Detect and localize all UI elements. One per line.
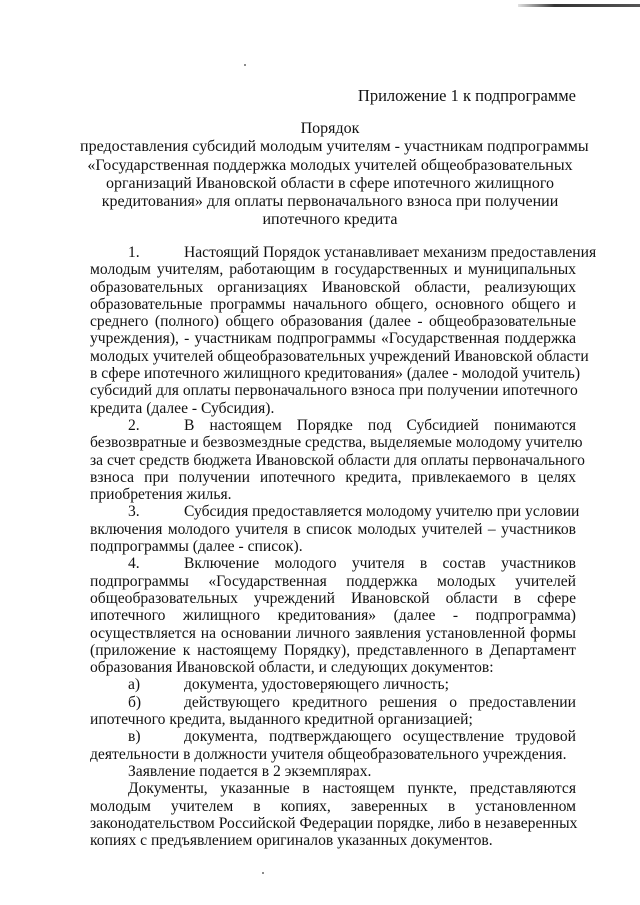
list-item-line: ипотечного кредита, выданного кредитной организацией; xyxy=(90,711,473,729)
list-item-line: деятельности в должности учителя общеобразовательного учреждения. xyxy=(90,745,567,763)
paragraph-line: ипотечного жилищного кредитования» (далее - подпрограмма) xyxy=(90,607,576,625)
paragraph-text: В настоящем Порядке под Субсидией понимаются xyxy=(184,416,576,434)
list-item-first-line xyxy=(90,728,576,745)
paragraph-line: приобретения жилья. xyxy=(90,486,232,504)
list-item-a xyxy=(90,676,576,693)
paragraph-text: Субсидия предоставляется молодому учителю при условии xyxy=(184,503,580,521)
paragraph-2-first-line xyxy=(90,417,576,434)
paragraph-line: среднего (полного) общего образования (далее - общеобразовательные xyxy=(90,313,576,331)
paragraph-number: 2. xyxy=(128,416,140,434)
scan-speck xyxy=(244,64,246,66)
title-line: организаций Ивановской области в сфере ипотечного жилищного xyxy=(105,174,555,192)
title-line: кредитования» для оплаты первоначального взноса при получении xyxy=(101,193,559,211)
paragraph-line: кредита (далее - Субсидия). xyxy=(90,399,275,417)
list-item-first-line xyxy=(90,694,576,711)
paragraph-line: копиях с предъявлением оригиналов указанных документов. xyxy=(90,832,493,850)
paragraph-1-first-line xyxy=(90,244,597,261)
scan-edge-mark xyxy=(518,4,640,7)
paragraph-4-first-line xyxy=(90,555,576,572)
document-body xyxy=(90,244,597,850)
document-title xyxy=(80,120,589,230)
documents-paragraph xyxy=(90,780,576,849)
list-item-label: а) xyxy=(128,676,141,694)
list-item-v xyxy=(90,728,576,763)
paragraph-line: подпрограммы «Государственная поддержка молодых учителей xyxy=(90,572,576,590)
paragraph-number: 3. xyxy=(128,503,140,521)
paragraph-3 xyxy=(90,503,580,556)
paragraph-line: образования Ивановской области, и следующих документов: xyxy=(90,659,494,677)
paragraph-line: подпрограммы (далее - список). xyxy=(90,538,303,556)
paragraph-text: Настоящий Порядок устанавливает механизм предоставления xyxy=(184,244,597,261)
paragraph-line: взноса при получении ипотечного кредита, привлекаемого в целях xyxy=(90,468,576,486)
list-item-label: б) xyxy=(128,693,142,711)
paragraph-line: включения молодого учителя в список молодых учителей – участников xyxy=(90,520,576,538)
paragraph-line: за счет средств бюджета Ивановской области для оплаты первоначального xyxy=(90,451,585,469)
list-item-text: документа, удостоверяющего личность; xyxy=(184,676,449,694)
list-item-b xyxy=(90,694,576,729)
paragraph-line: в сфере ипотечного жилищного кредитования» (далее - молодой учитель) xyxy=(90,365,581,383)
copies-line: Заявление подается в 2 экземплярах. xyxy=(128,762,372,780)
paragraph-line: безвозвратные и безвозмездные средства, выделяемые молодому учителю xyxy=(90,434,583,452)
paragraph-line: образовательные программы начального общего, основного общего и xyxy=(90,295,576,313)
paragraph-line: (приложение к настоящему Порядку), представленного в Департамент xyxy=(90,641,576,659)
paragraph-line: законодательством Российской Федерации порядке, либо в незаверенных xyxy=(90,814,578,832)
documents-first-line: Документы, указанные в настоящем пункте, представляются xyxy=(128,780,576,798)
paragraph-line: молодым учителям, работающим в государственных и муниципальных xyxy=(90,261,576,279)
paragraph-4 xyxy=(90,555,576,676)
paragraph-number: 4. xyxy=(128,555,140,573)
list-item-text: действующего кредитного решения о предоставлении xyxy=(184,693,576,711)
paragraph-line: субсидий для оплаты первоначального взноса при получении ипотечного xyxy=(90,382,578,400)
paragraph-text: Включение молодого учителя в состав участников xyxy=(184,555,576,573)
title-line: «Государственная поддержка молодых учителей общеобразовательных xyxy=(87,156,573,174)
paragraph-line: осуществляется на основании личного заявления установленной формы xyxy=(90,624,576,642)
scan-speck xyxy=(262,872,264,874)
paragraph-2 xyxy=(90,416,585,504)
title-line: ипотечного кредита xyxy=(262,211,398,229)
title-line: Порядок xyxy=(300,120,360,137)
list-item-first-line xyxy=(90,676,576,693)
paragraph-number: 1. xyxy=(128,244,140,261)
title-line: предоставления субсидий молодым учителям - участникам подпрограммы xyxy=(80,138,589,156)
list-item-label: в) xyxy=(128,728,141,746)
paragraph-line: молодым учителем в копиях, заверенных в установленном xyxy=(90,797,576,815)
paragraph-line: молодых учителей общеобразовательных учреждений Ивановской области xyxy=(90,347,589,365)
list-item-text: документа, подтверждающего осуществление трудовой xyxy=(184,728,576,746)
paragraph-line: общеобразовательных учреждений Ивановской области в сфере xyxy=(90,589,576,607)
paragraph-line: образовательных организациях Ивановской области, реализующих xyxy=(90,278,576,296)
paragraph-line: учреждения), - участникам подпрограммы «Государственная поддержка xyxy=(90,330,576,348)
paragraph-1 xyxy=(90,244,597,417)
paragraph-3-first-line xyxy=(90,503,580,521)
appendix-note: Приложение 1 к подпрограмме xyxy=(357,86,576,105)
copies-note xyxy=(90,763,576,780)
